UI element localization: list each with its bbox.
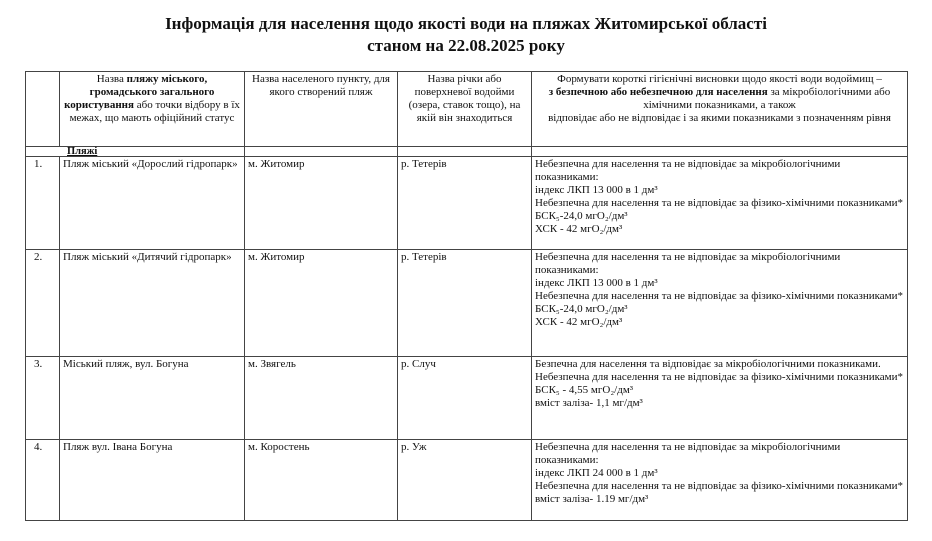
conclusion-line: Небезпечна для населення та не відповідає за фізико-хімічними показниками* xyxy=(535,290,904,302)
conclusion-line: Небезпечна для населення та не відповідає за мікробіологічними показниками: xyxy=(535,158,841,183)
conclusion-line: ХСК - 42 мгО₂/дм³ xyxy=(535,316,623,328)
table-row xyxy=(26,157,908,250)
river-name: р. Случ xyxy=(398,357,532,440)
river-name: р. Тетерів xyxy=(398,250,532,357)
row-number: 3. xyxy=(26,357,60,440)
conclusion-line: індекс ЛКП 13 000 в 1 дм³ xyxy=(535,184,658,196)
header-conclusions: Формувати короткі гігієнічні висновки щодо якості води водоймищ – з безпечною або небезпечною для населення за мікробіологічними або хімічними показниками, а також відповідає або не відповідає і за якими показниками з позначенням рівня xyxy=(532,72,908,147)
conclusion-line: індекс ЛКП 24 000 в 1 дм³ xyxy=(535,467,658,479)
header-settlement: Назва населеного пункту, для якого створений пляж xyxy=(245,72,398,147)
beach-name: Пляж міський «Дитячий гідропарк» xyxy=(60,250,245,357)
document-title: Інформація для населення щодо якості води на пляжах Житомирської області xyxy=(165,14,767,33)
conclusion-line: БСК₅-24,0 мгО₂/дм³ xyxy=(535,303,628,315)
conclusion-line: Безпечна для населення та відповідає за мікробіологічними показниками. xyxy=(535,358,881,370)
conclusion-line: БСК₅ - 4,55 мгО₂/дм³ xyxy=(535,384,634,396)
hygiene-conclusion xyxy=(532,157,908,250)
row-number: 2. xyxy=(26,250,60,357)
section-row xyxy=(26,147,908,157)
table-row xyxy=(26,357,908,440)
document-date: станом на 22.08.2025 року xyxy=(367,36,565,55)
hygiene-conclusion xyxy=(532,440,908,521)
header-number xyxy=(26,72,60,147)
settlement-name: м. Житомир xyxy=(245,157,398,250)
conclusion-line: БСК₅-24,0 мгО₂/дм³ xyxy=(535,210,628,222)
hygiene-conclusion xyxy=(532,250,908,357)
hygiene-conclusion xyxy=(532,357,908,440)
conclusion-line: Небезпечна для населення та не відповідає за мікробіологічними показниками: xyxy=(535,251,841,276)
beach-name: Пляж вул. Івана Богуна xyxy=(60,440,245,521)
conclusion-line: Небезпечна для населення та не відповідає за фізико-хімічними показниками* xyxy=(535,371,904,383)
conclusion-line: вміст заліза- 1.19 мг/дм³ xyxy=(535,493,649,505)
row-number: 1. xyxy=(26,157,60,250)
header-beach-name: Назва пляжу міського, громадського загального користування або точки відбору в їх межах, що мають офіційний статус xyxy=(60,72,245,147)
conclusion-line: Небезпечна для населення та не відповідає за фізико-хімічними показниками* xyxy=(535,197,904,209)
conclusion-line: Небезпечна для населення та не відповідає за фізико-хімічними показниками* xyxy=(535,480,904,492)
water-quality-table xyxy=(25,71,908,521)
conclusion-line: ХСК - 42 мгО₂/дм³ xyxy=(535,223,623,235)
settlement-name: м. Коростень xyxy=(245,440,398,521)
conclusion-line: індекс ЛКП 13 000 в 1 дм³ xyxy=(535,277,658,289)
conclusion-line: вміст заліза- 1,1 мг/дм³ xyxy=(535,397,643,409)
river-name: р. Тетерів xyxy=(398,157,532,250)
header-water-body: Назва річки або поверхневої водойми (озера, ставок тощо), на якій він знаходиться xyxy=(398,72,532,147)
beach-name: Міський пляж, вул. Богуна xyxy=(60,357,245,440)
table-row xyxy=(26,250,908,357)
table-header-row xyxy=(26,72,908,147)
table-row xyxy=(26,440,908,521)
river-name: р. Уж xyxy=(398,440,532,521)
settlement-name: м. Звягель xyxy=(245,357,398,440)
beach-name: Пляж міський «Дорослий гідропарк» xyxy=(60,157,245,250)
section-label-beaches: Пляжі xyxy=(26,147,245,157)
conclusion-line: Небезпечна для населення та не відповідає за мікробіологічними показниками: xyxy=(535,441,841,466)
row-number: 4. xyxy=(26,440,60,521)
settlement-name: м. Житомир xyxy=(245,250,398,357)
